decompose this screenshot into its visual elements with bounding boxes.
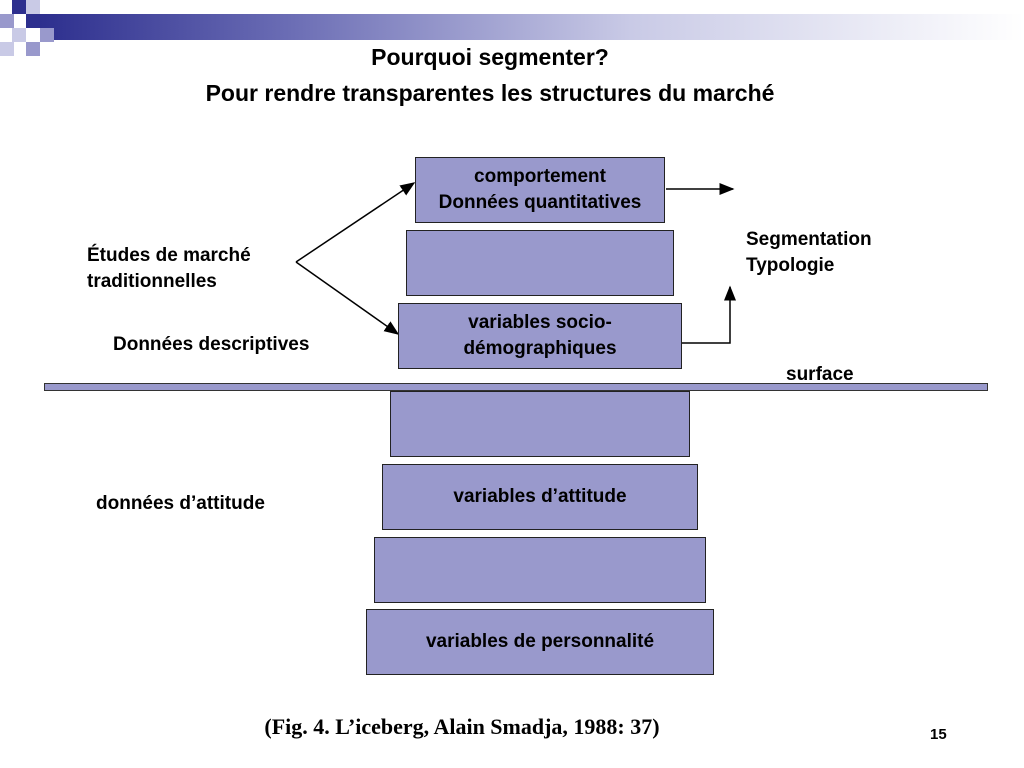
box-socio-line2: démographiques xyxy=(463,338,617,359)
slide-title-line1: Pourquoi segmenter? xyxy=(371,44,609,70)
box-empty-1 xyxy=(406,230,674,296)
arrow-to-socio xyxy=(296,262,398,334)
label-donnees-attitude: données d’attitude xyxy=(96,493,265,514)
box-socio-line1: variables socio- xyxy=(468,312,612,333)
box-personnalite xyxy=(366,609,714,675)
label-etudes-de-marche xyxy=(87,243,251,295)
label-etudes-line1: Études de marché xyxy=(87,245,251,266)
figure-caption: (Fig. 4. L’iceberg, Alain Smadja, 1988: 37) xyxy=(264,714,660,739)
box-attitude xyxy=(382,464,698,530)
box-comportement xyxy=(415,157,665,223)
arrow-to-comportement xyxy=(296,183,414,262)
box-empty-2 xyxy=(390,391,690,457)
page-number: 15 xyxy=(930,726,947,743)
label-etudes-line2: traditionnelles xyxy=(87,271,217,292)
box-socio-demographiques xyxy=(398,303,682,369)
box-comportement-line2: Données quantitatives xyxy=(438,192,642,213)
label-surface: surface xyxy=(786,364,854,385)
label-segmentation-typologie xyxy=(746,227,872,279)
box-attitude-label: variables d’attitude xyxy=(453,486,627,507)
box-personnalite-label: variables de personnalité xyxy=(425,631,655,652)
arrow-socio-up xyxy=(682,287,730,343)
label-donnees-descriptives: Données descriptives xyxy=(113,334,310,355)
slide-title-line2: Pour rendre transparentes les structures du marché xyxy=(205,80,775,106)
label-segmentation: Segmentation xyxy=(746,229,872,250)
box-empty-3 xyxy=(374,537,706,603)
label-typologie: Typologie xyxy=(746,255,835,276)
box-comportement-line1: comportement xyxy=(474,166,606,187)
